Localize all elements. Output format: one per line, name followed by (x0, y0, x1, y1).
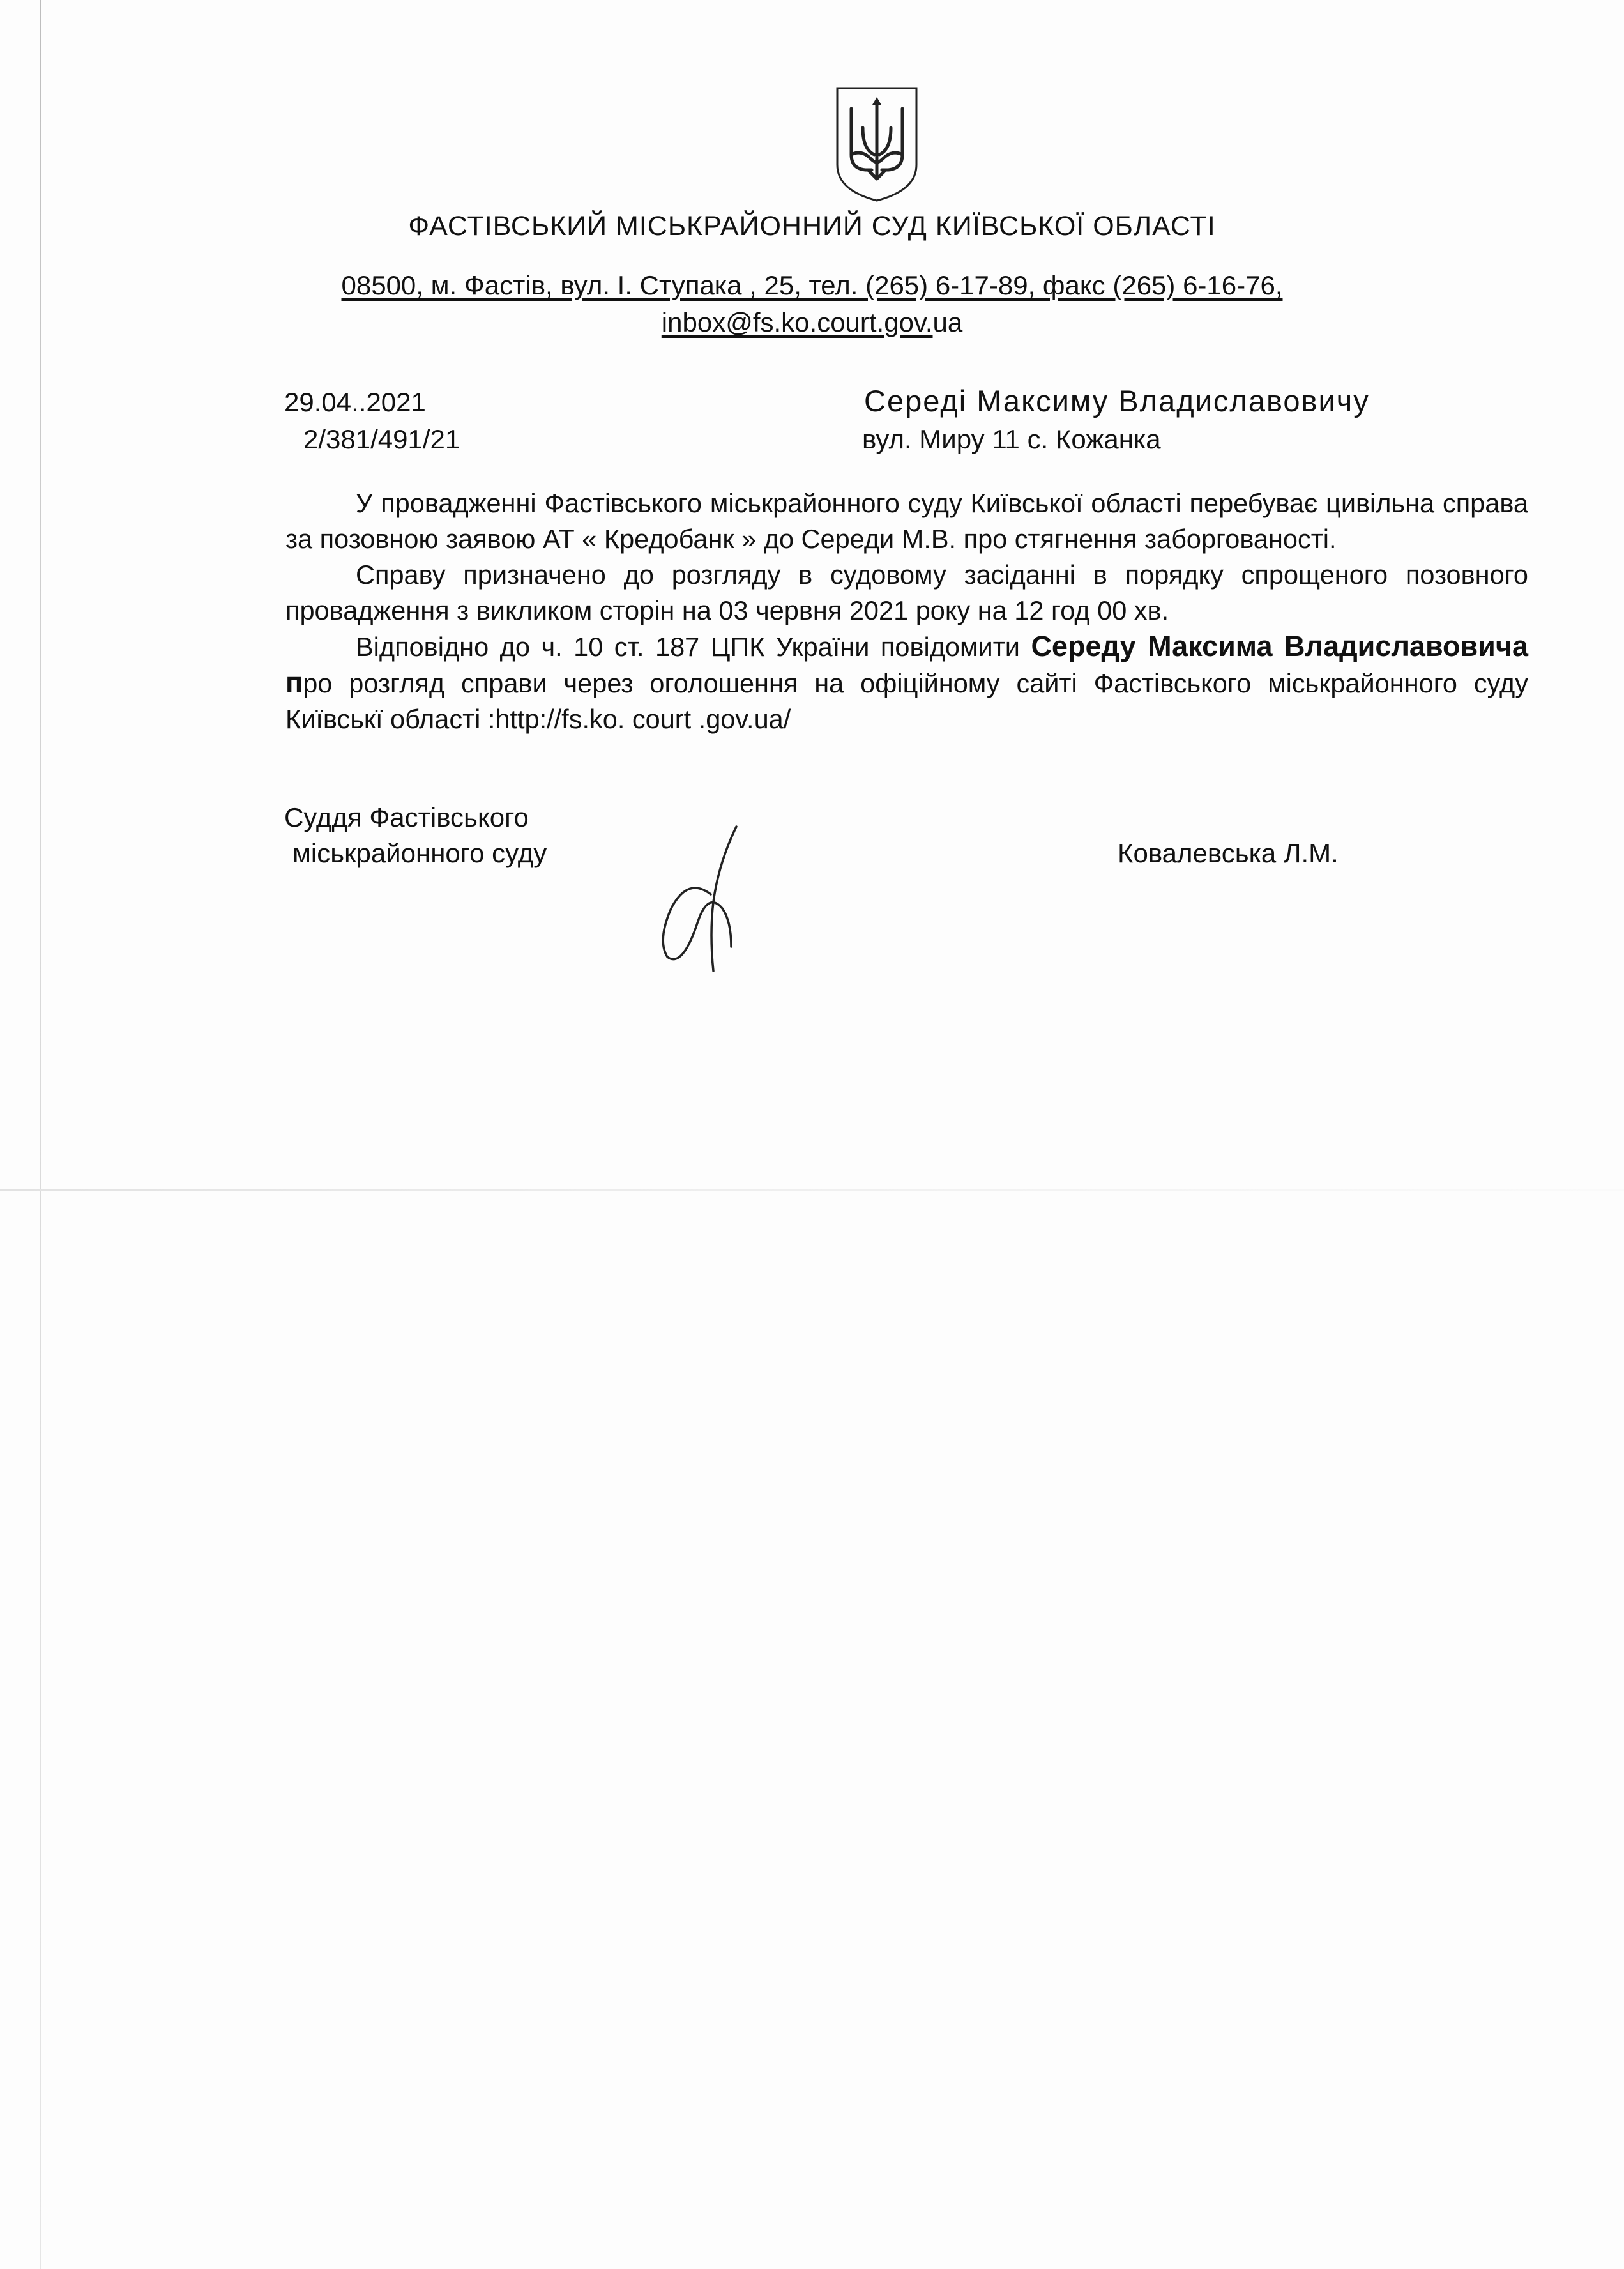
judge-title-line-2: міськрайонного суду (292, 838, 547, 868)
body-paragraph-case: У провадженні Фастівського міськрайонного суду Київської області перебуває цивільна справа за позовною заявою АТ « Кредобанк » до Середи М.В. про стягнення заборгованості. (285, 488, 1528, 554)
court-address-line: 08500, м. Фастів, вул. І. Ступака , 25, тел. (265) 6-17-89, факс (265) 6-16-76, (341, 270, 1283, 300)
letter-body (285, 485, 1528, 737)
court-contact-block (0, 267, 1624, 341)
recipient-address: вул. Миру 11 с. Кожанка (862, 424, 1161, 454)
court-name-heading: ФАСТІВСЬКИЙ МІСЬКРАЙОННИЙ СУД КИЇВСЬКОЇ ОБЛАСТІ (408, 211, 1216, 241)
judge-name: Ковалевська Л.М. (1118, 838, 1339, 868)
letter-reference-number: 2/381/491/21 (303, 424, 460, 454)
judge-title-line-1: Суддя Фастівського (284, 802, 529, 832)
paper-fold-line (0, 1189, 1624, 1191)
body-paragraph-hearing: Справу призначено до розгляду в судовому засіданні в порядку спрощеного позовного провадження з викликом сторін на 03 червня 2021 року на 12 год 00 хв. (285, 560, 1528, 625)
trident-coat-of-arms-icon (832, 83, 922, 204)
court-email-tail: ua (932, 307, 963, 337)
notice-lead-text: Відповідно до ч. 10 ст. 187 ЦПК України повідомити (356, 632, 1031, 662)
court-email: inbox@fs.ko.court.gov. (661, 307, 933, 337)
notice-tail-text: ро розгляд справи через оголошення на офіційному сайті Фастівського міськрайонного суду Київськї області :http://fs.ko. court .gov.ua/ (285, 668, 1528, 734)
notice-bold-name: Середу Максима Владиславовича п (285, 630, 1528, 699)
recipient-name: Середі Максиму Владиславовичу (864, 384, 1370, 418)
letter-date: 29.04..2021 (284, 387, 426, 417)
judge-signature-icon (642, 819, 763, 979)
body-paragraph-notice (285, 629, 1528, 737)
